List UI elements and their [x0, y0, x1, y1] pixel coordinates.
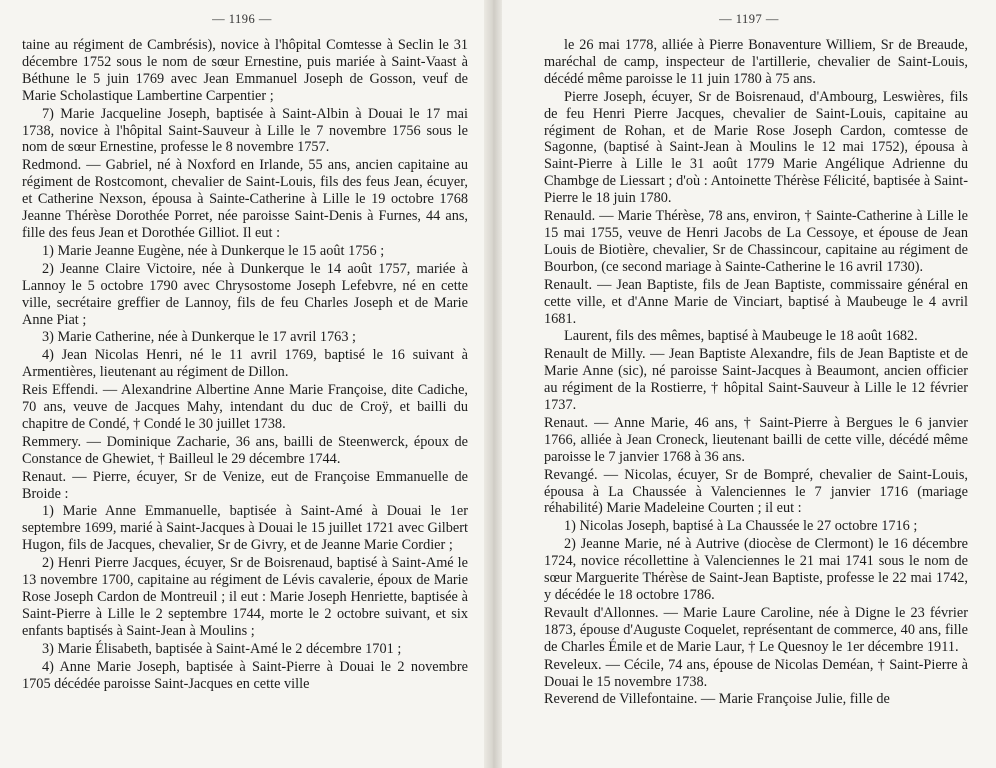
page-text [544, 37, 968, 709]
paragraph: Pierre Joseph, écuyer, Sr de Boisrenaud, d'Ambourg, Leswières, fils de feu Henri Pierre Jacques, chevalier de Saint-Louis, capitaine au régiment de Rohan, et de Marie Rose Joseph Cardon, comtesse de Sagonne, (baptisé à Saint-Jean à Moulins le 12 mai 1752), épousa à Saint-Pierre à Lille le 31 août 1779 Marie Angélique Adrienne du Chambge de Liessart ; d'où : Antoinette Thérèse Félicité, baptisée à Saint-Pierre le 18 juin 1780. [544, 88, 968, 207]
page-number: — 1197 — [719, 12, 779, 26]
entry-revault-dallonnes: Revault d'Allonnes. — Marie Laure Caroline, née à Digne le 23 février 1873, épouse d'Auguste Coquelet, représentant de commerce, 40 ans, fille de Charles Émile et de Marie Laur, † Le Quesnoy le 1er décembre 1911. [544, 604, 968, 655]
entry-renault: Renault. — Jean Baptiste, fils de Jean Baptiste, commissaire général en cette ville, et d'Anne Marie de Vinciart, baptisé à Maubeuge le 4 avril 1681. [544, 276, 968, 327]
paragraph: 7) Marie Jacqueline Joseph, baptisée à Saint-Albin à Douai le 17 mai 1738, novice à l'hôpital Saint-Sauveur à Lille le 7 novembre 1756 sous le nom de sœur Ernestine, professe le 8 novembre 1757. [22, 105, 468, 156]
paragraph: taine au régiment de Cambrésis), novice à l'hôpital Comtesse à Seclin le 31 décembre 1752 sous le nom de sœur Ernestine, puis mariée à Saint-Vaast à Béthune le 5 juin 1769 avec Jean Emmanuel Joseph de Gosson, veuf de Marie Scholastique Lambertine Carpentier ; [22, 37, 468, 104]
paragraph: 4) Anne Marie Joseph, baptisée à Saint-Pierre à Douai le 2 novembre 1705 décédée paroisse Saint-Jacques en cette ville [22, 658, 468, 692]
entry-renaut: Renaut. — Anne Marie, 46 ans, † Saint-Pierre à Bergues le 6 janvier 1766, alliée à Jean Croneck, lieutenant bailli de cette ville, décédé même paroisse le 7 janvier 1768 à 36 ans. [544, 414, 968, 465]
entry-renaut: Renaut. — Pierre, écuyer, Sr de Venize, eut de Françoise Emmanuelle de Broide : [22, 468, 468, 502]
entry-remmery: Remmery. — Dominique Zacharie, 36 ans, bailli de Steenwerck, époux de Constance de Ghewiet, † Bailleul le 29 décembre 1744. [22, 433, 468, 467]
entry-reverend-de-villefontaine: Reverend de Villefontaine. — Marie Françoise Julie, fille de [544, 691, 890, 708]
entry-reveleux: Reveleux. — Cécile, 74 ans, épouse de Nicolas Deméan, † Saint-Pierre à Douai le 15 novembre 1738. [544, 656, 968, 690]
entry-renault-de-milly: Renault de Milly. — Jean Baptiste Alexandre, fils de Jean Baptiste et de Marie Anne (sic), né paroisse Saint-Jacques à Beaumont, ancien officier au régiment de la Rostierre, † hôpital Saint-Sauveur à Lille le 12 février 1737. [544, 346, 968, 414]
entry-reis-effendi: Reis Effendi. — Alexandrine Albertine Anne Marie Françoise, dite Cadiche, 70 ans, veuve de Jacques Mahy, intendant du duc de Croÿ, et bailli du chapitre de Condé, † Condé le 30 juillet 1738. [22, 382, 468, 432]
book-gutter [484, 0, 502, 768]
paragraph: 2) Henri Pierre Jacques, écuyer, Sr de Boisrenaud, baptisé à Saint-Amé le 13 novembre 1700, capitaine au régiment de Lévis cavalerie, époux de Marie Rose Joseph Cardon de Montreuil ; il eut : Marie Joseph Henriette, baptisée à Saint-Pierre à Lille le 2 septembre 1744, morte le 2 octobre suivant, et six enfants baptisés à Saint-Jean à Moulins ; [22, 555, 468, 639]
page-number: — 1196 — [212, 12, 272, 26]
paragraph: le 26 mai 1778, alliée à Pierre Bonaventure Williem, Sr de Breaude, maréchal de camp, inspecteur de l'artillerie, chevalier de Saint-Louis, décédé même paroisse le 11 juin 1780 à 75 ans. [544, 37, 968, 87]
entry-renauld: Renauld. — Marie Thérèse, 78 ans, environ, † Sainte-Catherine à Lille le 15 mai 1755, veuve de Henri Jacobs de La Cessoye, et épouse de Jean Louis de Biotière, chevalier, Sr de Chassincour, capitaine au régiment de Bourbon, (ce second mariage à Sainte-Catherine le 16 avril 1730). [544, 208, 968, 275]
paragraph: 3) Marie Catherine, née à Dunkerque le 17 avril 1763 ; [42, 329, 357, 346]
page-text [22, 37, 468, 693]
paragraph: 2) Jeanne Claire Victoire, née à Dunkerque le 14 août 1757, mariée à Lannoy le 5 octobre 1790 avec Chrysostome Joseph Lefebvre, né en cette ville, secrétaire greffier de Lannoy, fils de feu Charles Joseph et de Marie Anne Piat ; [22, 260, 468, 328]
right-page [502, 0, 996, 768]
paragraph: 4) Jean Nicolas Henri, né le 11 avril 1769, baptisé le 16 suivant à Armentières, lieutenant au régiment de Dillon. [22, 347, 468, 381]
paragraph: Laurent, fils des mêmes, baptisé à Maubeuge le 18 août 1682. [564, 328, 918, 345]
paragraph: 1) Marie Jeanne Eugène, née à Dunkerque le 15 août 1756 ; [42, 242, 385, 259]
left-page [0, 0, 484, 768]
paragraph: 1) Nicolas Joseph, baptisé à La Chaussée le 27 octobre 1716 ; [564, 518, 918, 535]
paragraph: 2) Jeanne Marie, né à Autrive (diocèse de Clermont) le 16 décembre 1724, novice récollettine à Valenciennes le 21 mai 1741 sous le nom de sœur Marguerite Thérèse de Saint-Jean Baptiste, professe le 22 mai 1742, y décédée le 18 octobre 1786. [544, 536, 968, 603]
entry-redmond: Redmond. — Gabriel, né à Noxford en Irlande, 55 ans, ancien capitaine au régiment de Rostcomont, chevalier de Saint-Louis, fils des feus Jean, écuyer, et Catherine Nexson, épousa à Sainte-Catherine à Lille le 19 octobre 1768 Jeanne Thérèse Dorothée Porret, née paroisse Saint-Denis à Furnes, 44 ans, fille des feus Jean et Dorothée Gilliot. Il eut : [22, 157, 468, 241]
paragraph: 1) Marie Anne Emmanuelle, baptisée à Saint-Amé à Douai le 1er septembre 1699, marié à Saint-Jacques à Douai le 15 juillet 1721 avec Gilbert Hugon, fils de Jacques, chevalier, Sr de Givry, et de Jeanne Marie Cordier ; [22, 503, 468, 554]
entry-revange: Revangé. — Nicolas, écuyer, Sr de Bompré, chevalier de Saint-Louis, épousa à La Chaussée à Valenciennes le 7 janvier 1716 (mariage réhabilité) Marie Madeleine Courten ; il eut : [544, 466, 968, 517]
paragraph: 3) Marie Élisabeth, baptisée à Saint-Amé le 2 décembre 1701 ; [42, 640, 402, 657]
